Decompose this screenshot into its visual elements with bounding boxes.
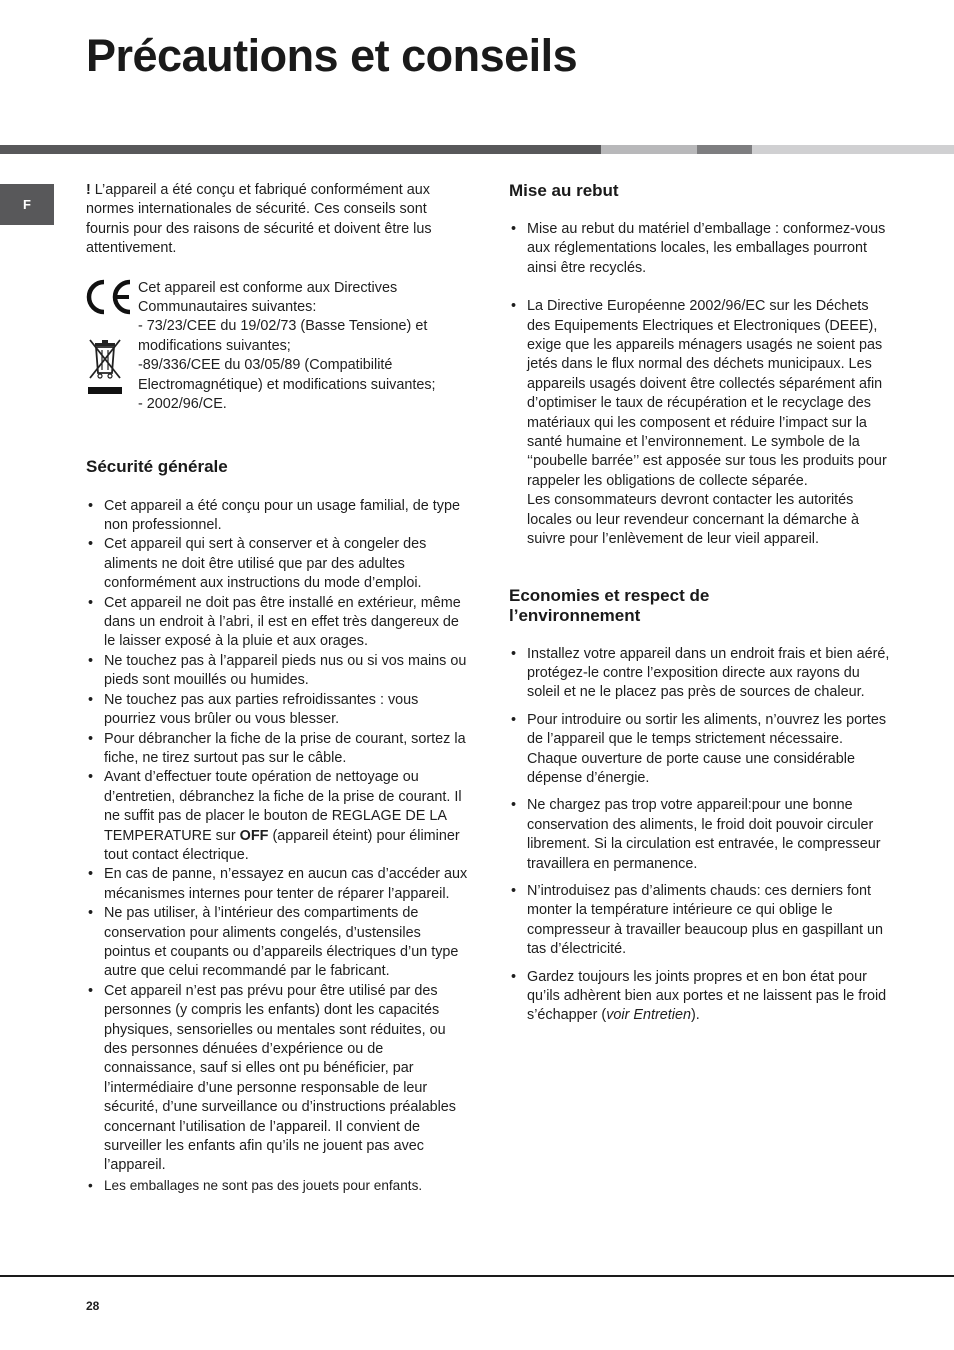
conformity-line: Cet appareil est conforme aux Directives Communautaires suivantes:: [138, 279, 398, 316]
list-item: • Cet appareil ne doit pas être installé en extérieur, même dans un endroit à l’abri, il est en effet très dangereux de le laisser exposé à la pluie et aux orages.: [86, 594, 468, 652]
conformity-line: - 2002/96/CE.: [138, 396, 227, 413]
header-bar-pale: [752, 145, 954, 154]
list-item: [86, 768, 468, 865]
list-item: • Ne pas utiliser, à l’intérieur des compartiments de conservation pour aliments congelés, d’ustensiles pointus et coupants ou d’appareils électriques d’un type autre que celui recommandé par le fabricant.: [86, 904, 468, 982]
item-text: Les consommateurs devront contacter les autorités locales ou leur revendeur concernant la démarche à suivre pour l’enlèvement de leur vieil appareil.: [527, 492, 859, 548]
heading-line: Economies et respect de: [509, 585, 710, 605]
list-item: • En cas de panne, n’essayez en aucun cas d’accéder aux mécanismes internes pour tenter de réparer l’appareil.: [86, 865, 468, 904]
item-text: Gardez toujours les joints propres et en bon état pour qu’ils adhèrent bien aux portes et ne laissent pas le froid s’échapper (: [527, 968, 887, 1024]
section-heading-economies: [509, 586, 891, 626]
list-item: • Pour débrancher la fiche de la prise de courant, sortez la fiche, ne tirez surtout pas sur le câble.: [86, 730, 468, 769]
list-item: • Ne chargez pas trop votre appareil:pour une bonne conservation des aliments, le froid doit pouvoir circuler librement. Si la circulation est entravée, le compresseur travaillera en permanence.: [509, 796, 891, 874]
list-item: • Mise au rebut du matériel d’emballage : conformez-vous aux réglementations locales, les emballages pourront ainsi être recyclés.: [509, 220, 891, 278]
ce-mark-icon: [84, 279, 134, 315]
header-bar-mid: [697, 145, 752, 154]
item-text: Chaque ouverture de porte cause une considérable dépense d’énergie.: [527, 750, 856, 786]
list-item: • Cet appareil n’est pas prévu pour être utilisé par des personnes (y compris les enfants) dont les capacités physiques, sensorielles ou mentales sont réduites, ou des personnes dénuées d’expérience ou de connaissance, sauf si elles ont pu bénéficier, par l’intermédiaire d’une personne responsable de leur sécurité, d’une surveillance ou d’instructions préalables concernant l’utilisation de l’appareil. Il convient de surveiller les enfants afin qu’ils ne jouent pas avec l’appareil.: [86, 982, 468, 1176]
list-item: [509, 711, 891, 789]
right-column: [509, 181, 891, 1026]
list-item: • Ne touchez pas aux parties refroidissantes : vous pourriez vous brûler ou vous blesser.: [86, 691, 468, 730]
rebut-list: [509, 220, 891, 550]
list-item: • Cet appareil a été conçu pour un usage familial, de type non professionnel.: [86, 497, 468, 536]
item-text: • Pour introduire ou sortir les aliments, n’ouvrez les portes de l’appareil que le temps strictement nécessaire.: [527, 711, 887, 748]
off-label: OFF: [239, 827, 269, 844]
conformity-line: - 73/23/CEE du 19/02/73 (Basse Tensione) et modifications suivantes;: [138, 318, 428, 354]
warning-mark: !: [86, 182, 91, 198]
list-item: [509, 968, 891, 1026]
heading-line: l’environnement: [509, 605, 641, 625]
item-text: Avant d’effectuer toute opération de nettoyage ou d’entretien, débranchez la fiche de la prise de courant. Il ne suffit pas de placer le bouton de REGLAGE DE LA TEMPERATURE sur: [104, 769, 462, 844]
list-item: • Installez votre appareil dans un endroit frais et bien aéré, protégez-le contre l’exposition directe aux rayons du soleil et ne le placez pas près de sources de chaleur.: [509, 645, 891, 703]
language-tab: F: [0, 184, 54, 225]
left-column: [86, 181, 468, 1195]
item-text: (appareil éteint) pour éliminer tout contact électrique.: [104, 827, 460, 863]
item-text: ).: [691, 1007, 700, 1024]
section-heading-securite: Sécurité générale: [86, 456, 228, 476]
page-title: Précautions et conseils: [86, 30, 578, 81]
intro-paragraph: [86, 181, 468, 259]
conformity-line: -89/336/CEE du 03/05/89 (Compatibilité Electromagnétique) et modifications suivantes;: [138, 357, 436, 393]
list-item: • Ne touchez pas à l’appareil pieds nus ou si vos mains ou pieds sont mouillés ou humides.: [86, 652, 468, 691]
list-item: [509, 297, 891, 549]
crossed-out-bin-icon: [86, 336, 124, 396]
economies-list: [509, 645, 891, 1026]
item-text: • La Directive Européenne 2002/96/EC sur les Déchets des Equipements Electriques et Electroniques (DEEE), exige que les appareils ménagers usagés ne soient pas jetés dans le flux normal des déchets municipaux. Les appareils usagés doivent être collectés séparément afin d’optimiser le taux de récupération et le recyclage des matériaux qui les composent et réduire l’impact sur la santé humaine et l’environnement. Le symbole de la ‘‘poubelle barrée’’ est apposée sur tous les produits pour rappeler les obligations de collecte séparée.: [527, 298, 887, 489]
list-item: • Les emballages ne sont pas des jouets pour enfants.: [86, 1176, 468, 1195]
footer-rule: [0, 1275, 954, 1277]
cross-reference: voir Entretien: [606, 1007, 691, 1024]
intro-text: L’appareil a été conçu et fabriqué conformément aux normes internationales de sécurité. Ces conseils sont fournis pour des raisons de sécurité et doivent être lus attentivement.: [86, 182, 432, 257]
list-item: • Cet appareil qui sert à conserver et à congeler des aliments ne doit être utilisé que par des adultes conformément aux instructions du mode d’emploi.: [86, 535, 468, 593]
section-heading-rebut: Mise au rebut: [509, 181, 619, 200]
header-bar-dark: [0, 145, 601, 154]
conformity-block: [86, 279, 468, 419]
securite-list: [86, 497, 468, 1196]
header-bar-light: [601, 145, 697, 154]
page-number: 28: [86, 1299, 100, 1313]
list-item: • N’introduisez pas d’aliments chauds: ces derniers font monter la température intérieure ce qui oblige le compresseur à travailler beaucoup plus en gaspillant un tas d’électricité.: [509, 882, 891, 960]
